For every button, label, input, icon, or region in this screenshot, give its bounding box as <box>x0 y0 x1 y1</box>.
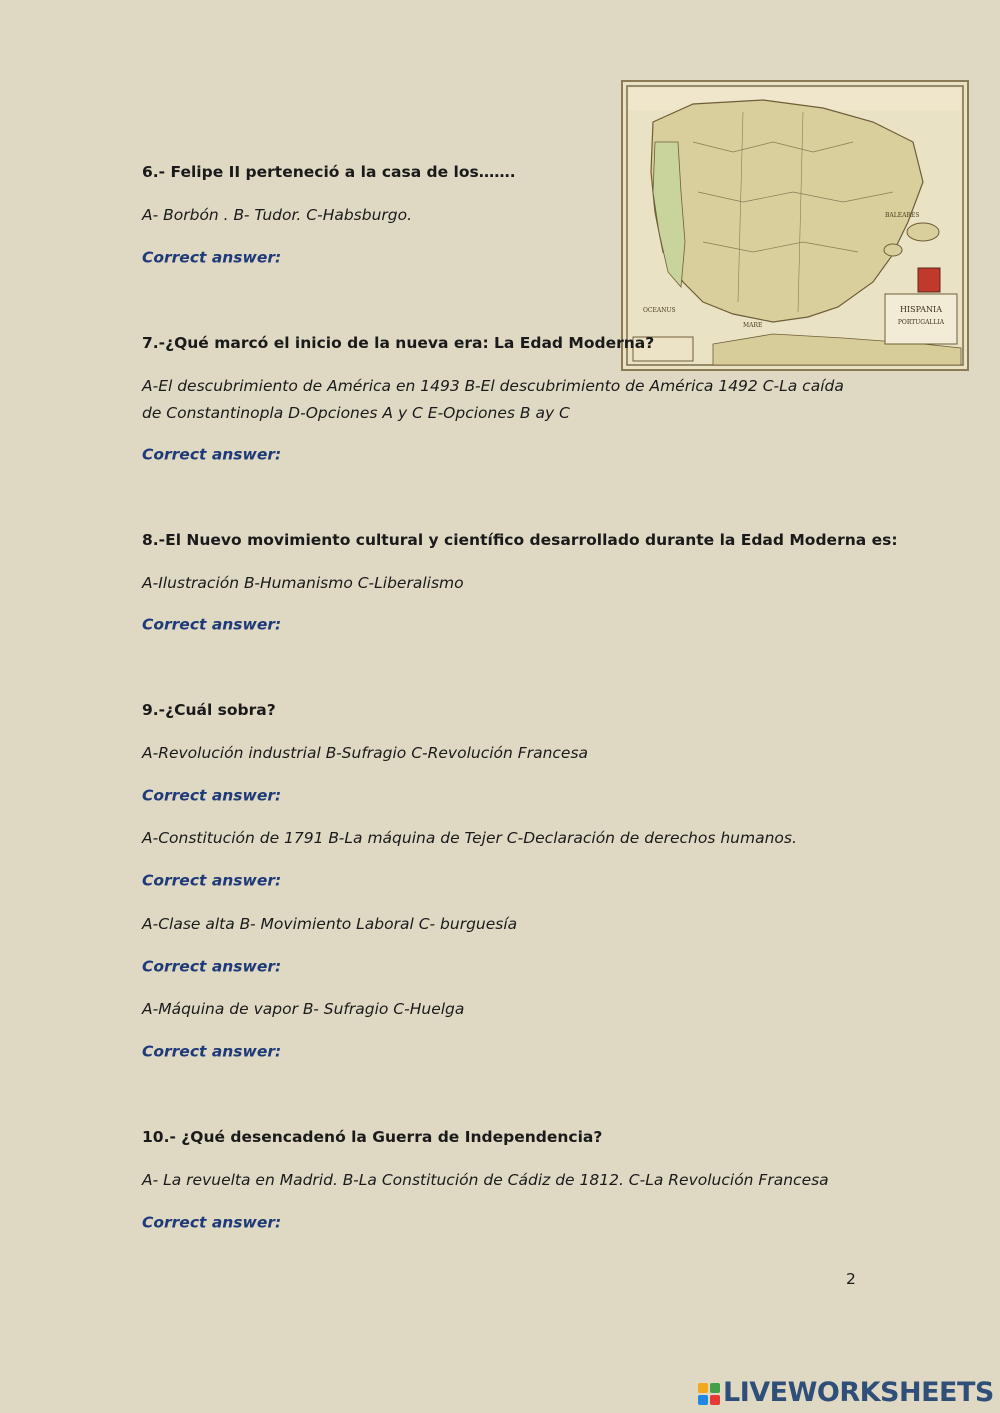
question-7-options: A-El descubrimiento de América en 1493 B-El descubrimiento de América 1492 C-La caída de Constantinopla D-Opciones A y C E-Opciones B ay C <box>142 377 844 422</box>
question-9d-options: A-Máquina de vapor B- Sufragio C-Huelga <box>142 1000 465 1018</box>
question-6-title: 6.- Felipe II perteneció a la casa de los……. <box>142 163 516 181</box>
answer-input[interactable] <box>289 1042 529 1062</box>
map-sea-label-3: BALEARES <box>885 212 920 219</box>
question-8-options: A-Ilustración B-Humanismo C-Liberalismo <box>142 574 464 592</box>
question-9c-options: A-Clase alta B- Movimiento Laboral C- burguesía <box>142 915 518 933</box>
question-6-answer <box>142 248 529 268</box>
answer-label: Correct answer: <box>142 445 282 464</box>
map-sea-label-2: OCEANUS <box>643 307 676 314</box>
question-10-title: 10.- ¿Qué desencadenó la Guerra de Independencia? <box>142 1128 603 1146</box>
question-10-answer <box>142 1213 529 1233</box>
answer-input[interactable] <box>289 786 529 806</box>
page-number: 2 <box>846 1270 856 1288</box>
question-8-answer <box>142 615 529 635</box>
question-7-title: 7.-¿Qué marcó el inicio de la nueva era: La Edad Moderna? <box>142 334 655 352</box>
answer-label: Correct answer: <box>142 1213 282 1232</box>
question-9a-answer <box>142 786 529 806</box>
question-6-options: A- Borbón . B- Tudor. C-Habsburgo. <box>142 206 413 224</box>
answer-label: Correct answer: <box>142 615 282 634</box>
liveworksheets-logo[interactable] <box>698 1377 994 1408</box>
answer-input[interactable] <box>289 1213 529 1233</box>
map-of-iberia-image <box>621 80 969 371</box>
map-cartouche-subtitle: PORTUGALLIA <box>897 319 945 326</box>
answer-input[interactable] <box>289 248 529 268</box>
map-cartouche-title: HISPANIA <box>900 305 942 314</box>
question-9b-options: A-Constitución de 1791 B-La máquina de Tejer C-Declaración de derechos humanos. <box>142 829 797 847</box>
answer-input[interactable] <box>289 445 529 465</box>
question-9c-answer <box>142 957 529 977</box>
map-illustration <box>623 82 967 369</box>
map-sea-label-1: MARE <box>743 322 763 329</box>
answer-input[interactable] <box>289 615 529 635</box>
answer-label: Correct answer: <box>142 871 282 890</box>
brand-text: LIVEWORKSHEETS <box>723 1377 994 1408</box>
question-9d-answer <box>142 1042 529 1062</box>
answer-label: Correct answer: <box>142 248 282 267</box>
question-9b-answer <box>142 871 529 891</box>
question-7-answer <box>142 445 529 465</box>
answer-label: Correct answer: <box>142 1042 282 1061</box>
answer-input[interactable] <box>289 957 529 977</box>
answer-label: Correct answer: <box>142 957 282 976</box>
answer-input[interactable] <box>289 871 529 891</box>
question-10-options: A- La revuelta en Madrid. B-La Constitución de Cádiz de 1812. C-La Revolución Francesa <box>142 1171 829 1189</box>
answer-label: Correct answer: <box>142 786 282 805</box>
question-8-title: 8.-El Nuevo movimiento cultural y científico desarrollado durante la Edad Moderna es: <box>142 531 898 549</box>
question-9a-options: A-Revolución industrial B-Sufragio C-Revolución Francesa <box>142 744 589 762</box>
liveworksheets-grid-icon <box>698 1383 720 1405</box>
question-9-title: 9.-¿Cuál sobra? <box>142 701 276 719</box>
